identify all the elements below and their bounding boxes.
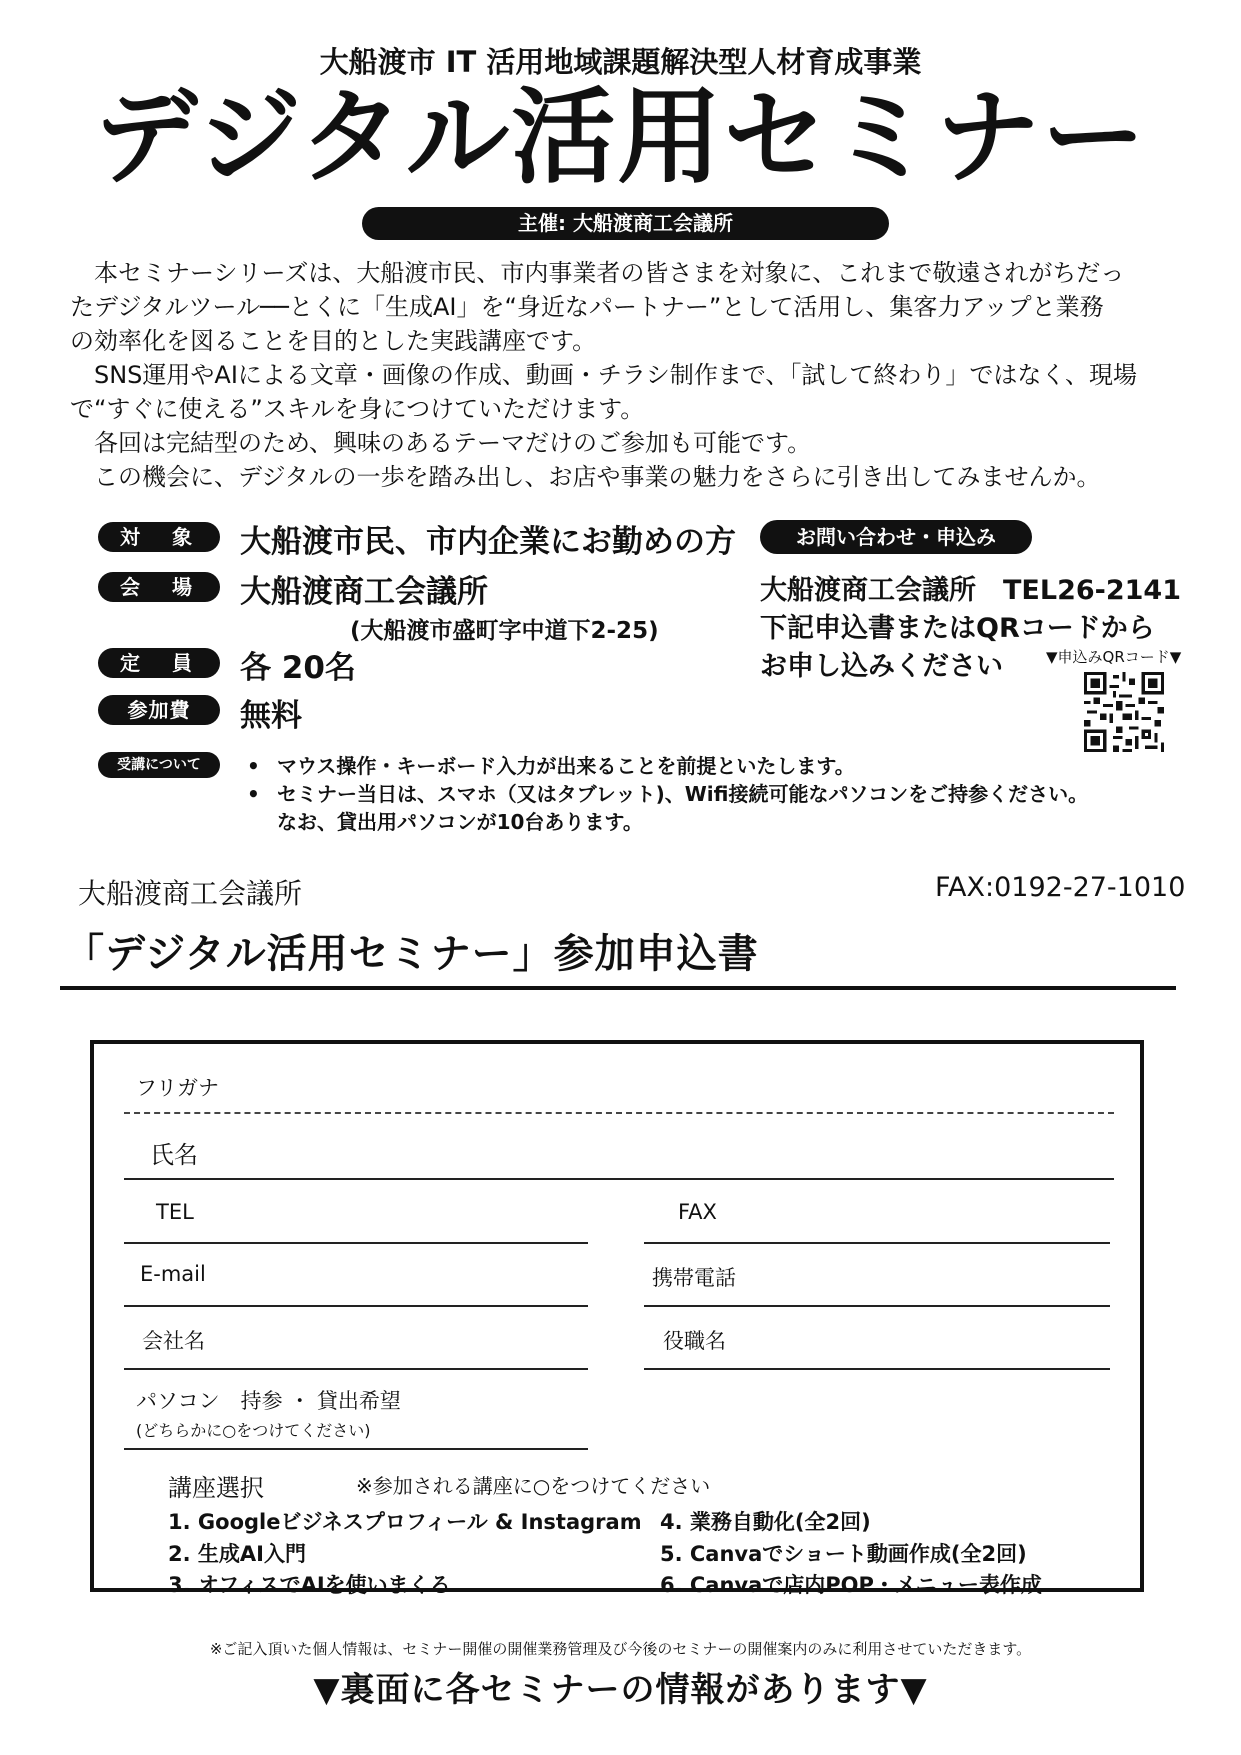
intro-line: で“すぐに使える”スキルを身につけていただけます。	[70, 395, 645, 423]
pc-note: (どちらかに○をつけてください)	[136, 1421, 371, 1440]
intro-line: この機会に、デジタルの一歩を踏み出し、お店や事業の魅力をさらに引き出してみませんか。	[70, 463, 1101, 491]
project-subtitle: 大船渡市 IT 活用地域課題解決型人材育成事業	[319, 45, 922, 79]
qr-caption: ▼申込みQRコード▼	[1046, 648, 1182, 666]
intro-text	[70, 256, 1180, 494]
bullet-icon: •	[247, 754, 260, 778]
host-badge: 主催: 大船渡商工会議所	[362, 207, 889, 240]
fee-label: 参加費	[98, 695, 220, 725]
tel-label: TEL	[156, 1200, 194, 1224]
target-label: 対 象	[98, 522, 220, 552]
target-value: 大船渡市民、市内企業にお勤めの方	[240, 524, 736, 560]
furigana-label: フリガナ	[136, 1076, 219, 1100]
list-item: • セミナー当日は、スマホ（又はタブレット)、Wifi接続可能なパソコンをご持参ください。	[247, 782, 1089, 806]
furigana-field[interactable]	[124, 1112, 1114, 1114]
position-label: 役職名	[663, 1329, 726, 1353]
intro-line: SNS運用やAIによる文章・画像の作成、動画・チラシ制作まで、「試して終わり」ではなく、現場	[70, 361, 1137, 389]
course-label: 講座選択	[168, 1474, 264, 1502]
privacy-note: ※ご記入頂いた個人情報は、セミナー開催の開催業務管理及び今後のセミナーの開催案内のみに利用させていただきます。	[209, 1640, 1032, 1658]
course-note: ※参加される講座に○をつけてください	[356, 1474, 711, 1498]
company-label: 会社名	[142, 1329, 205, 1353]
fee-value: 無料	[240, 698, 302, 734]
notes-label: 受講について	[98, 752, 220, 778]
course-option-4[interactable]: 4. 業務自動化(全2回)	[660, 1510, 871, 1534]
email-label: E-mail	[140, 1262, 206, 1286]
company-field[interactable]	[124, 1368, 588, 1370]
pc-field[interactable]	[124, 1448, 588, 1450]
contact-instructions-2: お申し込みください	[760, 651, 1003, 682]
course-option-1[interactable]: 1. Googleビジネスプロフィール & Instagram	[168, 1510, 642, 1534]
notes-list	[247, 752, 1088, 836]
venue-label: 会 場	[98, 572, 220, 602]
intro-line: 各回は完結型のため、興味のあるテーマだけのご参加も可能です。	[70, 429, 812, 457]
venue-value: 大船渡商工会議所	[240, 574, 488, 610]
mobile-label: 携帯電話	[652, 1266, 736, 1290]
intro-line: 本セミナーシリーズは、大船渡市民、市内事業者の皆さまを対象に、これまで敬遠されがちだっ	[70, 259, 1125, 287]
form-title: 「デジタル活用セミナー」参加申込書	[64, 931, 759, 977]
fax-label: FAX	[678, 1200, 717, 1224]
form-organization: 大船渡商工会議所	[78, 877, 303, 910]
form-fax-number: FAX:0192-27-1010	[935, 872, 1186, 903]
pc-label: パソコン 持参 ・ 貸出希望	[136, 1389, 401, 1413]
venue-address: (大船渡市盛町字中道下2-25)	[350, 618, 659, 644]
tel-field[interactable]	[124, 1242, 588, 1244]
list-item: • マウス操作・キーボード入力が出来ることを前提といたします。	[247, 754, 855, 778]
name-label: 氏名	[150, 1141, 198, 1169]
divider	[60, 986, 1176, 990]
course-option-5[interactable]: 5. Canvaでショート動画作成(全2回)	[660, 1542, 1027, 1566]
capacity-value: 各 20名	[240, 650, 356, 686]
bullet-icon: •	[247, 782, 260, 806]
email-field[interactable]	[124, 1305, 588, 1307]
intro-line: たデジタルツール──とくに「生成AI」を“身近なパートナー”として活用し、集客力アップと業務	[70, 293, 1104, 321]
fax-field[interactable]	[644, 1242, 1110, 1244]
position-field[interactable]	[644, 1368, 1110, 1370]
list-item: なお、貸出用パソコンが10台あります。	[277, 810, 643, 834]
course-option-6[interactable]: 6. Canvaで店内POP・メニュー表作成	[660, 1573, 1042, 1597]
course-option-2[interactable]: 2. 生成AI入門	[168, 1542, 306, 1566]
contact-instructions: 下記申込書またはQRコードから	[760, 613, 1155, 644]
mobile-field[interactable]	[644, 1305, 1110, 1307]
back-side-note: ▼裏面に各セミナーの情報があります▼	[313, 1670, 928, 1710]
qr-code-icon[interactable]	[1084, 672, 1164, 752]
course-option-3[interactable]: 3. オフィスでAIを使いまくる	[168, 1573, 451, 1597]
contact-tel: 大船渡商工会議所 TEL26-2141	[760, 575, 1181, 606]
capacity-label: 定 員	[98, 648, 220, 678]
intro-line: の効率化を図ることを目的とした実践講座です。	[70, 327, 597, 355]
contact-label: お問い合わせ・申込み	[760, 520, 1032, 554]
name-field[interactable]	[124, 1178, 1114, 1180]
page-title: デジタル活用セミナー	[93, 76, 1148, 198]
